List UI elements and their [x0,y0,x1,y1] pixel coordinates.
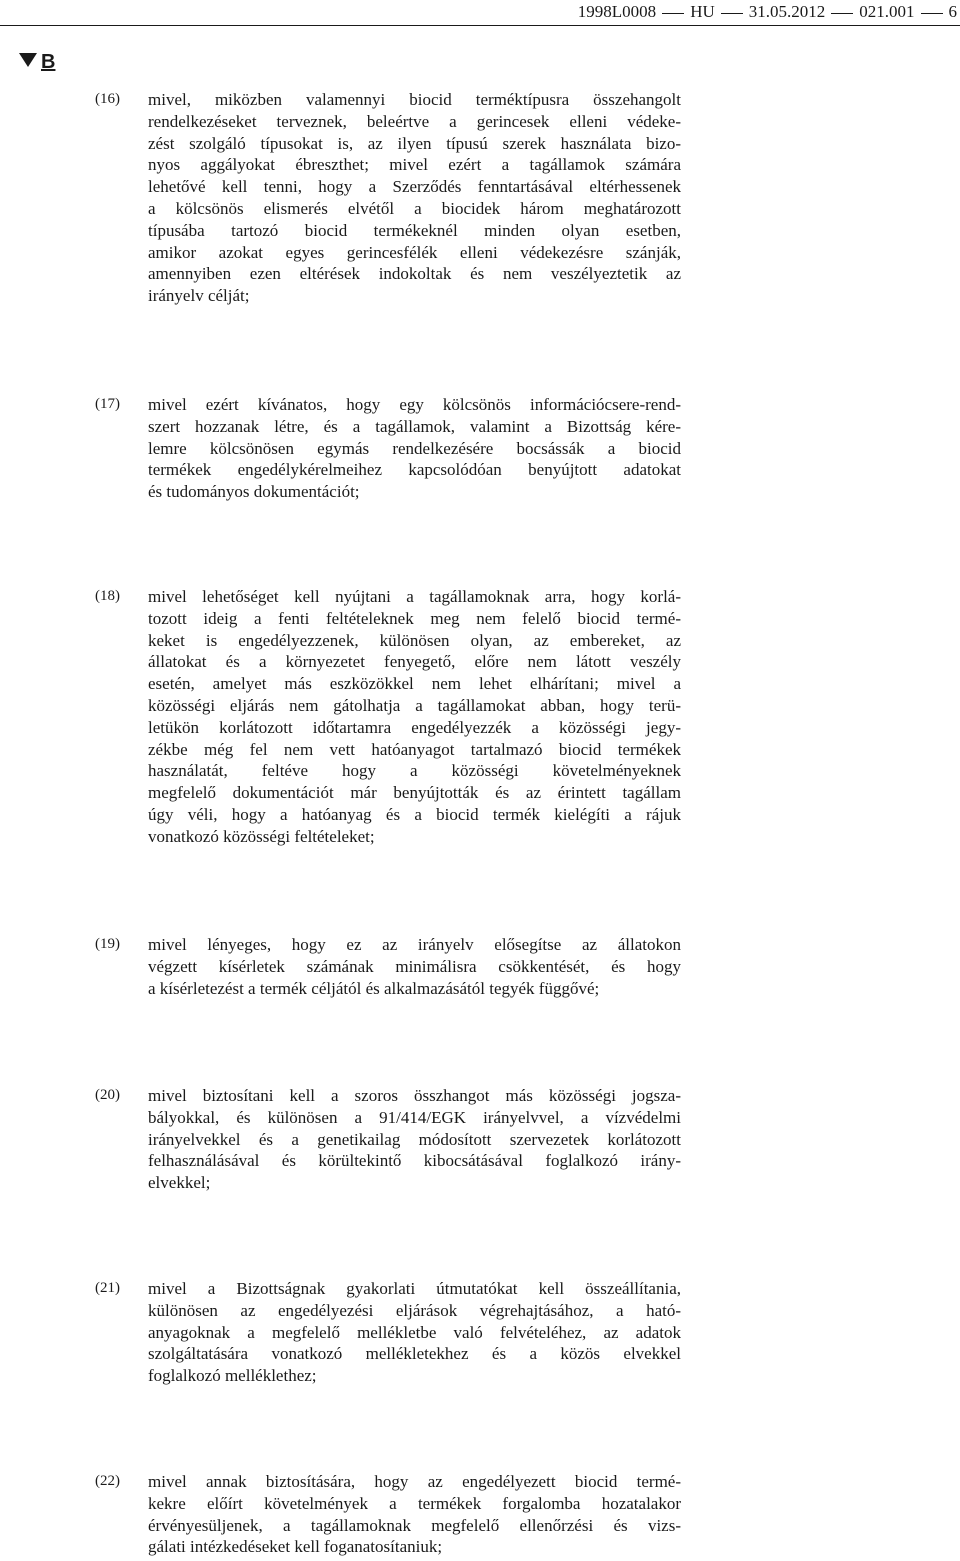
triangle-down-icon [19,53,37,67]
page-number: 6 [948,2,957,21]
recital-item [95,394,681,503]
recital-line: mivel lehetőséget kell nyújtani a tagállamoknak arra, hogy korlá- [148,587,681,606]
page-header [0,2,957,22]
header-rule [0,25,960,26]
recital-text [148,1278,681,1387]
recital-line: rendelkezéseket terveznek, beleértve a gerincesek elleni védeke- [148,111,681,131]
recital-item [95,934,681,999]
recital-line: anyagoknak a megfelelő mellékletbe való felvételéhez, az adatok [148,1322,681,1342]
recital-line: lehetővé kell tenni, hogy a Szerződés fenntartásával eltérhessenek [148,177,681,197]
header-separator [921,13,943,14]
recital-line: nyos aggályokat ébreszthet; mivel ezért a tagállamok számára [148,155,681,175]
recital-line: letükön korlátozott időtartamra engedélyezzék a közösségi jegy- [148,717,681,737]
recital-line: tozott ideig a fenti feltételeknek meg nem felelő biocid termé- [148,608,681,628]
recital-line: kekre előírt követelmények a termékek forgalomba hozatalakor [148,1493,681,1513]
recital-line: mivel ezért kívánatos, hogy egy kölcsönös információcsere-rend- [148,395,681,414]
recital-line: közösségi eljárás nem gátolhatja a tagállamokat abban, hogy terü- [148,695,681,715]
recital-line: keket is engedélyezzenek, különösen olyan, az embereket, az [148,630,681,650]
recital-line: állatokat és a környezetet fenyegető, előre nem látott veszély [148,652,681,672]
recital-number: (20) [95,1087,120,1103]
recital-line: és tudományos dokumentációt; [148,482,360,502]
recital-line: irányelvekkel és a genetikailag módosított szervezetek korlátozott [148,1129,681,1149]
recital-number: (21) [95,1280,120,1296]
recital-line: gálati intézkedéseket kell foganatosítaniuk; [148,1537,443,1557]
recital-line: lemre kölcsönösen egymás rendelkezésére bocsássák a biocid [148,438,681,458]
recital-line: a kísérletezést a termék céljától és alkalmazásától tegyék függővé; [148,978,600,998]
recital-text [148,934,681,999]
recital-line: amikor azokat egyes gerincesfélék elleni védekezésre szánják, [148,242,681,262]
recital-item [95,1278,681,1387]
recital-line: végzett kísérletek számának minimálisra csökkentését, és hogy [148,956,681,976]
document-version: 021.001 [859,2,915,21]
recital-line: úgy véli, hogy a hatóanyag és a biocid termék kielégíti a rájuk [148,804,681,824]
language-code: HU [690,2,715,21]
recital-text [148,1471,681,1558]
recital-line: vonatkozó közösségi feltételeket; [148,826,375,846]
recital-line: mivel a Bizottságnak gyakorlati útmutatókat kell összeállítania, [148,1279,681,1298]
recital-line: szert hozzanak létre, és a tagállamok, valamint a Bizottság kére- [148,416,681,436]
recital-line: a kölcsönös elismerés elvétől a biocidek három meghatározott [148,198,681,218]
recital-line: felhasználásával és körültekintő kibocsátásával foglalkozó irány- [148,1151,681,1171]
recital-item [95,89,681,307]
recital-line: termékek engedélykérelmeihez kapcsolódóan benyújtott adatokat [148,460,681,480]
recital-line: mivel, miközben valamennyi biocid terméktípusra összehangolt [148,90,681,109]
recital-line: bályokkal, és különösen a 91/414/EGK irányelvvel, a vízvédelmi [148,1107,681,1127]
recital-text [148,1085,681,1194]
recital-text [148,586,681,848]
recital-number: (16) [95,91,120,107]
recital-line: szolgáltatására vonatkozó mellékletekhez és a közös elvekkel [148,1344,681,1364]
recital-number: (17) [95,396,120,412]
header-separator [662,13,684,14]
recital-text [148,89,681,307]
recital-line: elvekkel; [148,1173,211,1193]
amendment-marker-label: B [41,51,56,73]
header-separator [831,13,853,14]
recital-line: mivel annak biztosítására, hogy az engedélyezett biocid termé- [148,1472,681,1491]
header-separator [721,13,743,14]
recital-line: amennyiben ezen eltérések indokoltak és nem veszélyeztetik az [148,264,681,284]
recital-number: (19) [95,936,120,952]
recital-line: típusába tartozó biocid termékeknél minden olyan esetben, [148,220,681,240]
recital-line: érvényesüljenek, a tagállamoknak megfelelő ellenőrzési és vizs- [148,1515,681,1535]
recital-number: (22) [95,1473,120,1489]
document-id: 1998L0008 [577,2,657,21]
recital-item [95,1471,681,1558]
recital-text [148,394,681,503]
recital-line: foglalkozó melléklethez; [148,1366,317,1386]
recital-item [95,586,681,848]
recital-line: zést szolgáló típusokat is, az ilyen típusú szerek használata bizo- [148,133,681,153]
recital-line: mivel biztosítani kell a szoros összhangot más közösségi jogsza- [148,1086,681,1105]
recital-line: irányelv célját; [148,286,250,306]
recital-number: (18) [95,588,120,604]
amendment-marker [19,50,55,74]
document-date: 31.05.2012 [748,2,826,21]
recital-line: zékbe még fel nem vett hatóanyagot tartalmazó biocid termékek [148,739,681,759]
recital-line: mivel lényeges, hogy ez az irányelv elősegítse az állatokon [148,935,681,954]
recital-line: megfelelő dokumentációt már benyújtották és az érintett tagállam [148,783,681,803]
recital-line: különösen az engedélyezési eljárások végrehajtásához, a ható- [148,1300,681,1320]
recital-line: használatát, feltéve hogy a közösségi követelményeknek [148,761,681,781]
recital-item [95,1085,681,1194]
recital-line: esetén, amelyet más eszközökkel nem lehet elhárítani; mivel a [148,674,681,694]
